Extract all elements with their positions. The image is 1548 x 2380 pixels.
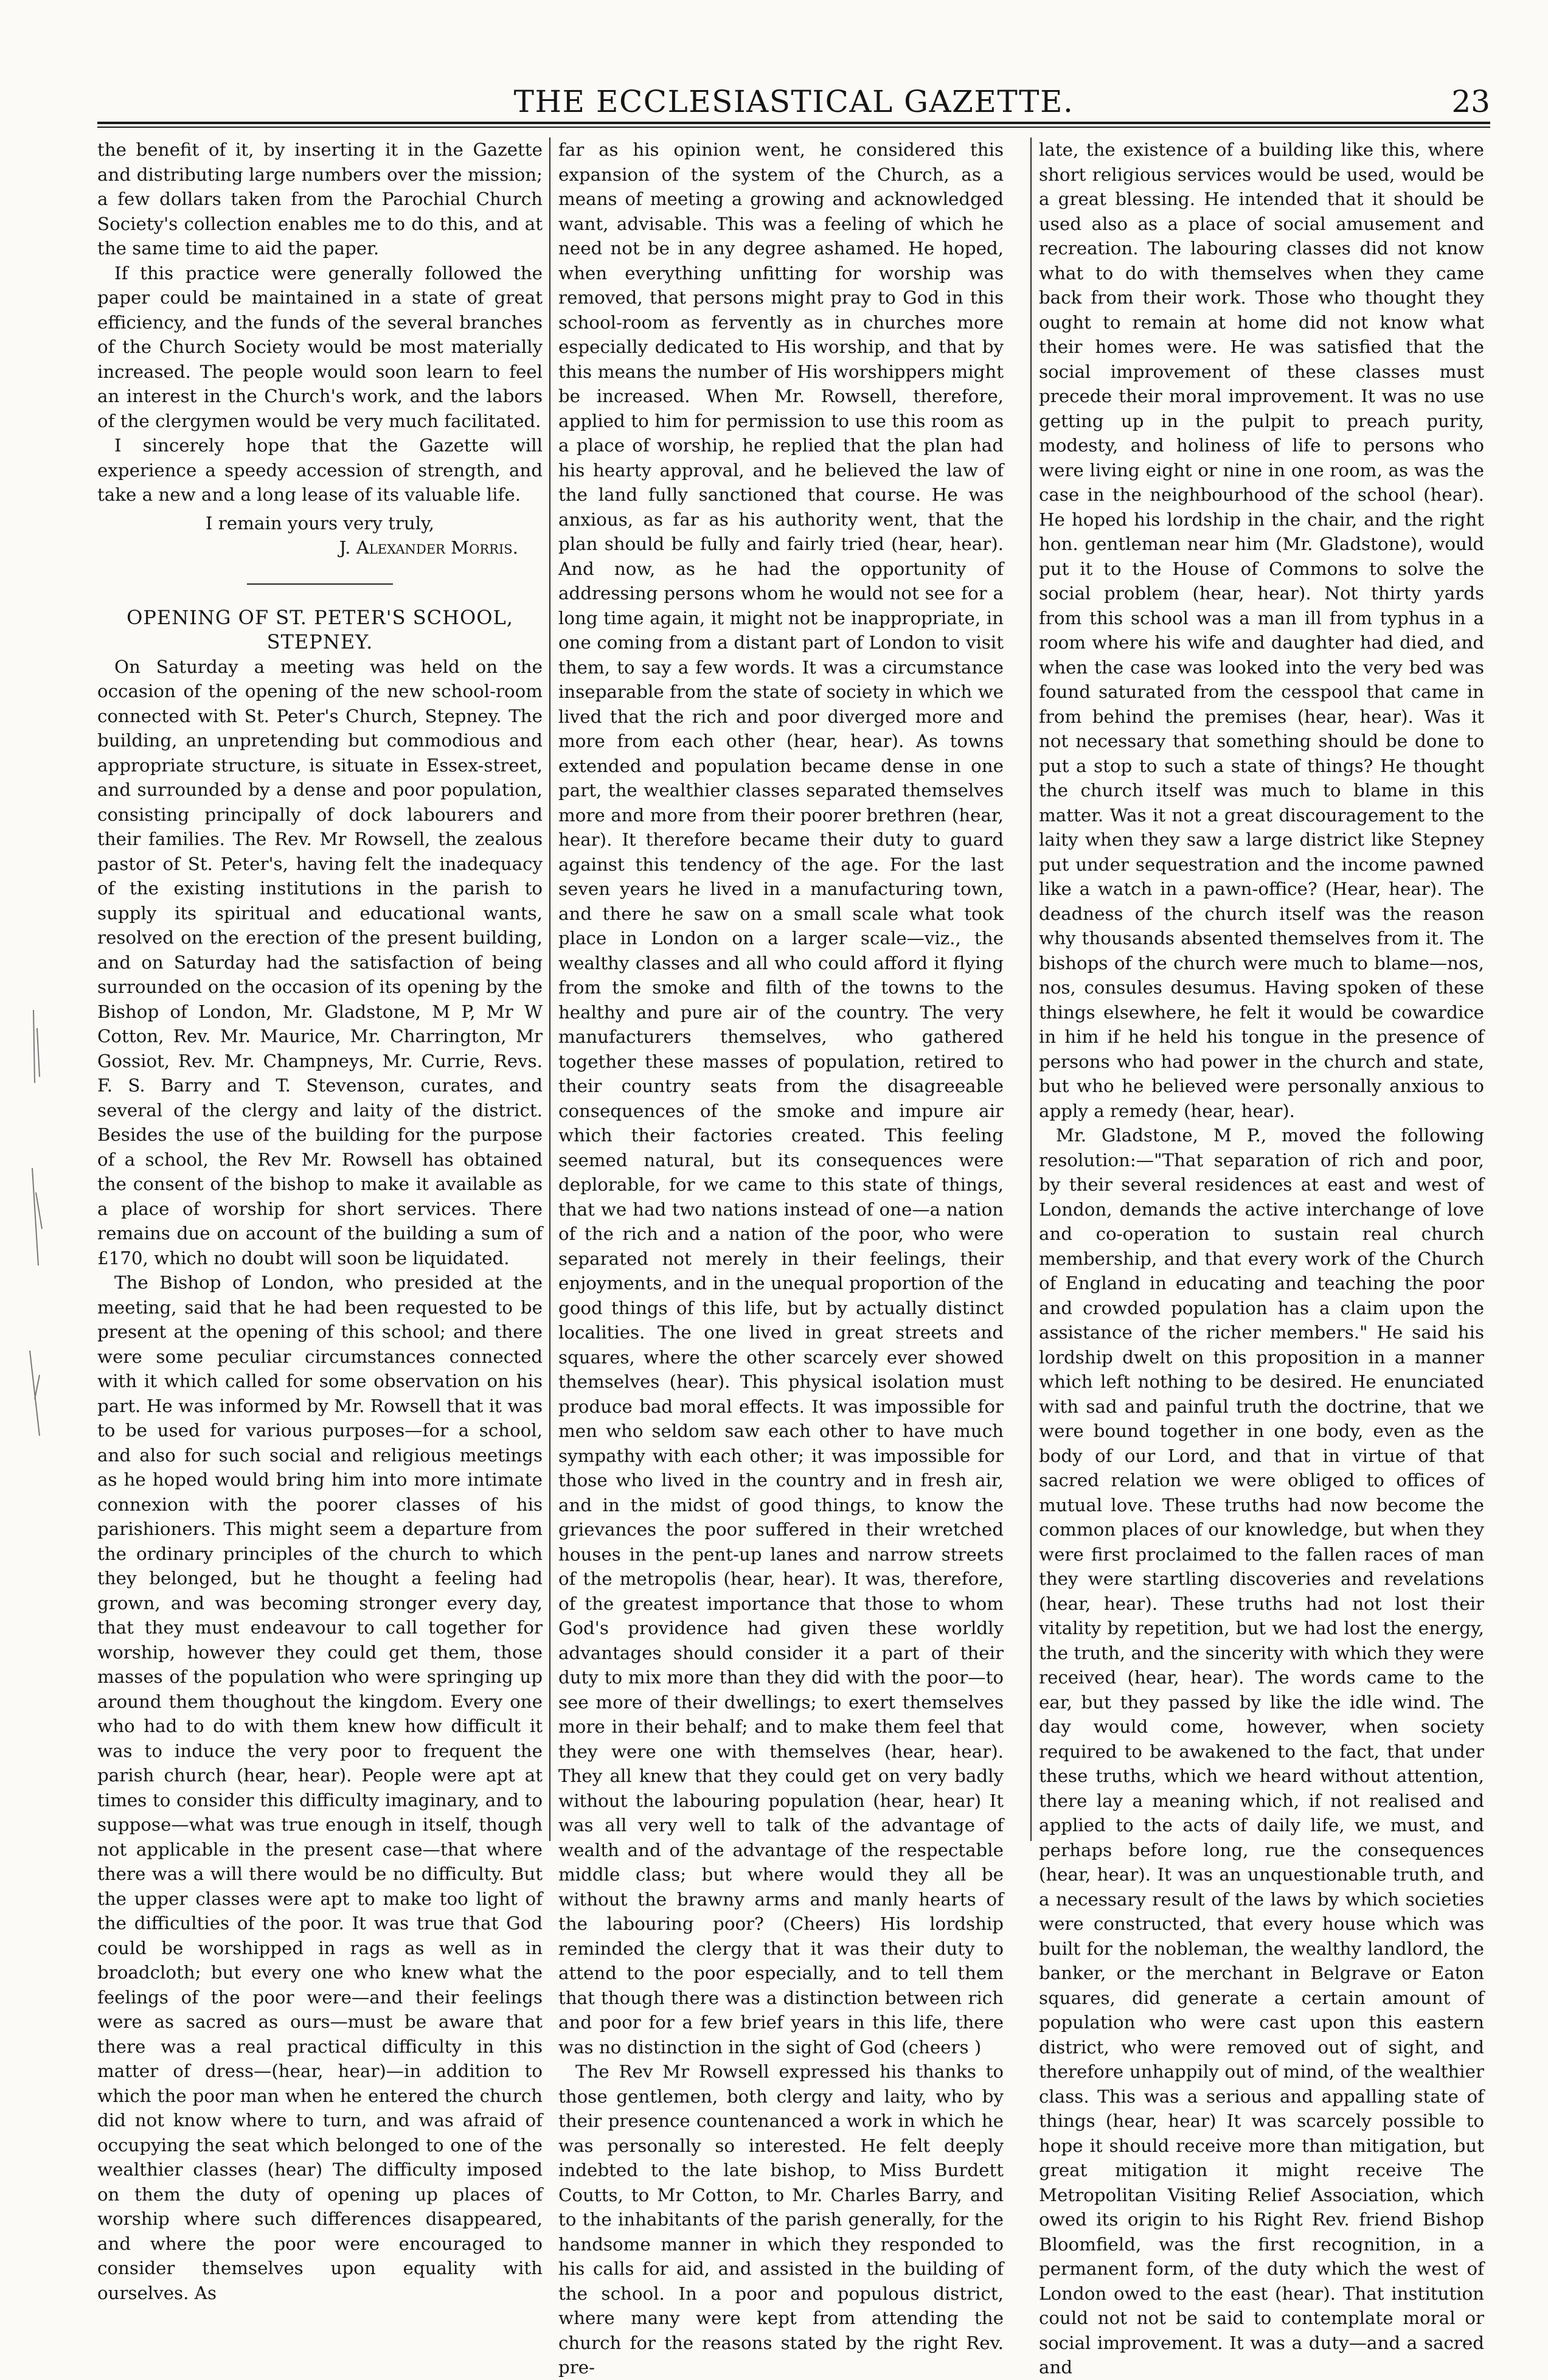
- article-paragraph: Mr. Gladstone, M P., moved the following resolution:—"That separation of rich and poor, by their several residences at east and west of London, demands the active interchange of love and co-operation to sustain real church membership, and that every work of the Church of England in educating and teaching the poor and crowded population has a claim upon the assistance of the richer members." He said his lordship dwelt on this proposition in a manner which left nothing to be desired. He enunciated with sad and painful truth the doctrine, that we were bound together in one body, even as the body of our Lord, and that in virtue of that sacred relation we were obliged to offices of mutual love. These truths had now become the common places of our knowledge, but when they were first proclaimed to the fallen races of man they were startling discoveries and revelations (hear, hear). These truths had not lost their vitality by repetition, but we had lost the energy, the truth, and the sincerity with which they were received (hear, hear). The words came to the ear, but they passed by like the idle wind. The day would come, however, when society required to be awakened to the fact, that under these truths, which we heard without attention, there lay a meaning which, if not realised and applied to the acts of daily life, we must, and perhaps before long, rue the consequences (hear, hear). It was an unquestionable truth, and a necessary result of the laws by which societies were constructed, that every house which was built for the nobleman, the wealthy landlord, the banker, or the merchant in Belgrave or Eaton squares, did generate a certain amount of population who were cast upon this eastern district, who were removed out of sight, and therefore unhappily out of mind, of the wealthier class. This was a serious and appalling state of things (hear, hear) It was scarcely possible to hope it should receive more than mitigation, but great mitigation it might receive The Metropolitan Visiting Relief Association, which owed its origin to his Right Rev. friend Bishop Bloomfield, was the first recognition, in a permanent form, of the duty which the west of London owed to the east (hear). That institution could not not be said to contemplate moral or social improvement. It was a duty—and a sacred and: [1039, 1125, 1484, 2378]
- page-number: 23: [1451, 84, 1490, 119]
- article-paragraph: The Rev Mr Rowsell expressed his thanks to those gentlemen, both clergy and laity, who by their presence countenanced a work in which he was personally so interested. He felt deeply indebted to the late bishop, to Miss Burdett Coutts, to Mr Cotton, to Mr. Charles Barry, and to the inhabitants of the parish generally, for the handsome manner in which they responded to his calls for aid, and assisted in the building of the school. In a poor and populous district, where many were kept from attending the church for the reasons stated by the right Rev. pre-: [558, 2061, 1004, 2378]
- column-divider: [1030, 137, 1032, 1841]
- header-rule-thin: [97, 127, 1490, 128]
- letter-paragraph: If this practice were generally followed the paper could be maintained in a state of great efficiency, and the funds of the several branches of the Church Society would be most materially increased. The people would soon learn to feel an interest in the Church's work, and the labors of the clergymen would be very much facilitated.: [97, 262, 543, 431]
- letter-paragraph: the benefit of it, by inserting it in the Gazette and distributing large numbers over the mission; a few dollars taken from the Parochial Church Society's collection enables me to do this, and at the same time to aid the paper.: [97, 139, 543, 259]
- column-3: [1039, 137, 1484, 2380]
- article-heading: OPENING OF ST. PETER'S SCHOOL, STEPNEY.: [127, 605, 513, 653]
- header-rule: [97, 122, 1490, 124]
- margin-marks: [21, 1010, 58, 1497]
- letter-paragraph: I sincerely hope that the Gazette will experience a speedy accession of strength, and take a new and a long lease of its valuable life.: [97, 435, 543, 505]
- article-paragraph: far as his opinion went, he considered this expansion of the system of the Church, as a means of meeting a growing and acknowledged want, advisable. This was a feeling of which he need not be in any degree ashamed. He hoped, when everything unfitting for worship was removed, that persons might pray to God in this school-room as fervently as in churches more especially dedicated to His worship, and that by this means the number of His worshippers might be increased. When Mr. Rowsell, therefore, applied to him for permission to use this room as a place of worship, he replied that the plan had his hearty approval, and he believed the law of the land fully sanctioned that course. He was anxious, as far as his authority went, that the plan should be fully and fairly tried (hear, hear). And now, as he had the opportunity of addressing persons whom he would not see for a long time again, it might not be inappropriate, in one coming from a distant part of London to visit them, to say a few words. It was a circumstance inseparable from the state of society in which we lived that the rich and poor diverged more and more from each other (hear, hear). As towns extended and population became dense in one part, the wealthier classes separated themselves more and more from their poorer brethren (hear, hear). It therefore became their duty to guard against this tendency of the age. For the last seven years he lived in a manufacturing town, and there he saw on a small scale what took place in London on a larger scale—viz., the wealthy classes and all who could afford it flying from the smoke and filth of the towns to the healthy and pure air of the country. The very manufacturers themselves, who gathered together these masses of population, retired to their country seats from the disagreeable consequences of the smoke and impure air which their factories created. This feeling seemed natural, but its consequences were deplorable, for we came to this state of things, that we had two nations instead of one—a nation of the rich and a nation of the poor, who were separated not merely in their feelings, their enjoyments, and in the unequal proportion of the good things of this life, but by actually distinct localities. The one lived in great streets and squares, where the other scarcely ever showed themselves (hear). This physical isolation must produce bad moral effects. It was impossible for men who seldom saw each other to have much sympathy with each other; it was impossible for those who lived in the country and in fresh air, and in the midst of good things, to know the grievances the poor suffered in their wretched houses in the pent-up lanes and narrow streets of the metropolis (hear, hear). It was, therefore, of the greatest importance that those to whom God's providence had given these worldly advantages should consider it a part of their duty to mix more than they did with the poor—to see more of their dwellings; to exert themselves more in their behalf; and to make them feel that they were one with themselves (hear, hear). They all knew that they could get on very badly without the labouring population (hear, hear) It was all very well to talk of the advantage of wealth and of the advantage of the respectable middle class; but where would they all be without the brawny arms and manly hearts of the labouring poor? (Cheers) His lordship reminded the clergy that it was their duty to attend to the poor especially, and to tell them that though there was a distinction between rich and poor for a few brief years in this life, there was no distinction in the sight of God (cheers ): [558, 139, 1004, 2058]
- letter-closing: I remain yours very truly,: [205, 512, 435, 534]
- column-2: [558, 137, 1004, 2380]
- article-paragraph: The Bishop of London, who presided at the meeting, said that he had been requested to be present at the opening of this school; and there were some peculiar circumstances connected with it which called for some observation on his part. He was informed by Mr. Rowsell that it was to be used for various purposes—for a school, and also for such social and religious meetings as he hoped would bring him into more intimate connexion with the poorer classes of his parishioners. This might seem a departure from the ordinary principles of the church to which they belonged, but he thought a feeling had grown, and was becoming stronger every day, that they must endeavour to call together for worship, however they could get them, those masses of the population who were springing up around them thoughout the kingdom. Every one who had to do with them knew how difficult it was to induce the very poor to frequent the parish church (hear, hear). People were apt at times to consider this difficulty imaginary, and to suppose—what was true enough in itself, though not applicable in the present case—that where there was a will there would be no difficulty. But the upper classes were apt to make too light of the difficulties of the poor. It was true that God could be worshipped in rags as well as in broadcloth; but every one who knew what the feelings of the poor were—and their feelings were as sacred as ours—must be aware that there was a real practical difficulty in this matter of dress—(hear, hear)—in addition to which the poor man when he entered the church did not know where to turn, and was afraid of occupying the seat which belonged to one of the wealthier classes (hear) The difficulty imposed on them the duty of opening up places of worship where such differences disappeared, and where the poor were encouraged to consider themselves upon equality with ourselves. As: [97, 1272, 543, 2303]
- column-1: [97, 137, 543, 2305]
- masthead: [97, 84, 1490, 122]
- newspaper-title: THE ECCLESIASTICAL GAZETTE.: [513, 84, 1074, 119]
- letter-signature: J. Alexander Morris.: [339, 537, 518, 558]
- section-divider: [247, 583, 393, 585]
- column-divider: [549, 137, 550, 1841]
- article-paragraph: On Saturday a meeting was held on the occasion of the opening of the new school-room connected with St. Peter's Church, Stepney. The building, an unpretending but commodious and appropriate structure, is situate in Essex-street, and surrounded by a dense and poor population, consisting principally of dock labourers and their families. The Rev. Mr Rowsell, the zealous pastor of St. Peter's, having felt the inadequacy of the existing institutions in the parish to supply its spiritual and educational wants, resolved on the erection of the present building, and on Saturday had the satisfaction of being surrounded on the occasion of its opening by the Bishop of London, Mr. Gladstone, M P, Mr W Cotton, Rev. Mr. Maurice, Mr. Charrington, Mr Gossiot, Rev. Mr. Champneys, Mr. Currie, Revs. F. S. Barry and T. Stevenson, curates, and several of the clergy and laity of the district. Besides the use of the building for the purpose of a school, the Rev Mr. Rowsell has obtained the consent of the bishop to make it available as a place of worship for short services. There remains due on account of the building a sum of £170, which no doubt will soon be liquidated.: [97, 656, 543, 1268]
- article-paragraph: late, the existence of a building like this, where short religious services would be used, would be a great blessing. He intended that it should be used also as a place of social amusement and recreation. The labouring classes did not know what to do with themselves when they came back from their work. Those who thought they ought to remain at home did not know what their homes were. He was satisfied that the social improvement of these classes must precede their moral improvement. It was no use getting up in the pulpit to preach purity, modesty, and holiness of life to persons who were living eight or nine in one room, as was the case in the neighbourhood of the school (hear). He hoped his lordship in the chair, and the right hon. gentleman near him (Mr. Gladstone), would put it to the House of Commons to solve the social problem (hear, hear). Not thirty yards from this school was a man ill from typhus in a room where his wife and daughter had died, and when the case was looked into the very bed was found saturated from the cesspool that came in from behind the premises (hear, hear). Was it not necessary that something should be done to put a stop to such a state of things? He thought the church itself was much to blame in this matter. Was it not a great discouragement to the laity when they saw a large district like Stepney put under sequestration and the income pawned like a watch in a pawn-office? (Hear, hear). The deadness of the church itself was the reason why thousands absented themselves from it. The bishops of the church were much to blame—nos, nos, consules desumus. Having spoken of these things elsewhere, he felt it would be cowardice in him if he held his tongue in the presence of persons who had power in the church and state, but who he believed were personally anxious to apply a remedy (hear, hear).: [1039, 139, 1484, 1121]
